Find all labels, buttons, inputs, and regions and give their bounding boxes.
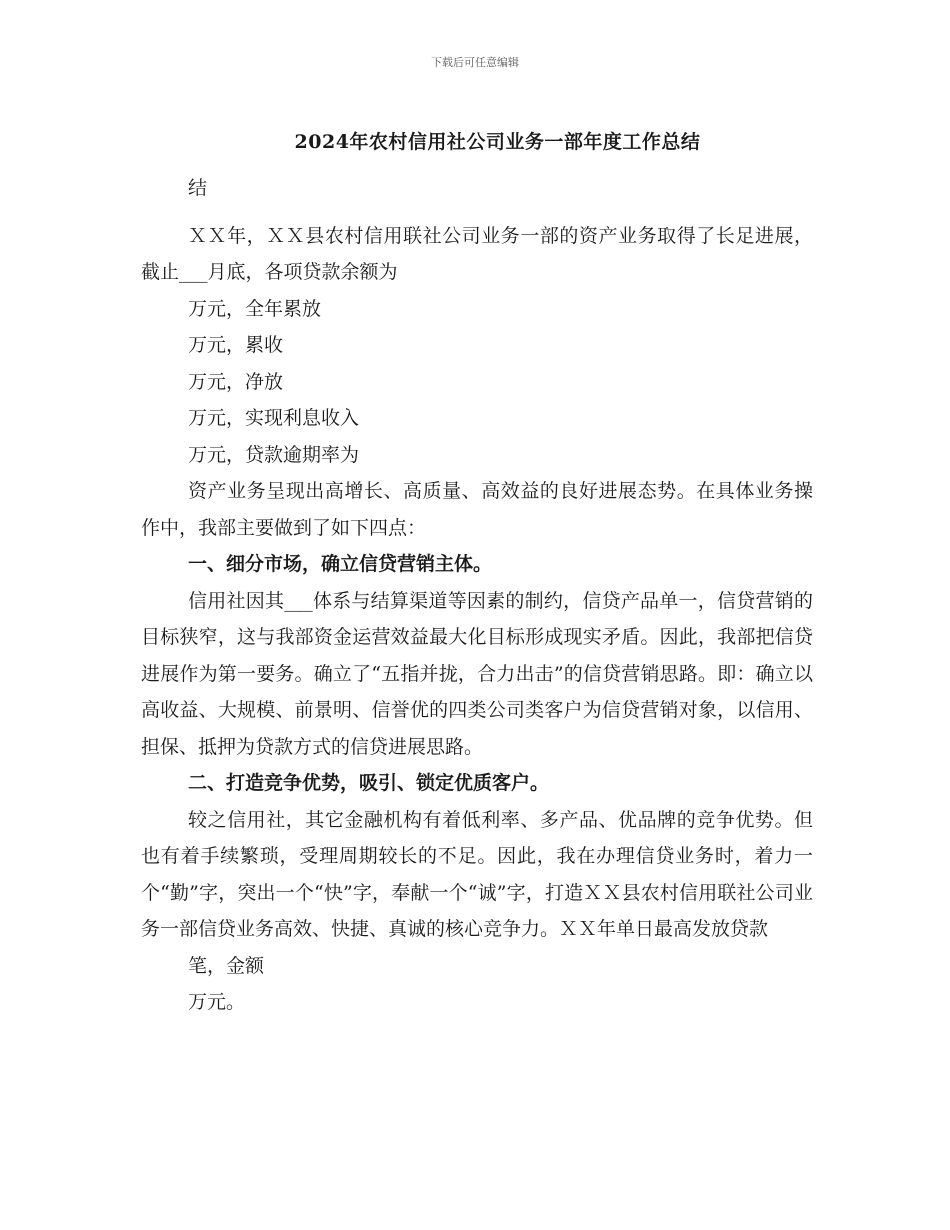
body-paragraph: 较之信用社，其它金融机构有着低利率、多产品、优品牌的竞争优势。但也有着手续繁琐，受理周期较长的不足。因此，我在办理信贷业务时，着力一个“勤”字，突出一个“快”字，奉献一个“诚”字，打造ＸＸ县农村信用联社公司业务一部信贷业务高效、快捷、真诚的核心竞争力。ＸＸ年单日最高发放贷款 xyxy=(141,808,813,940)
section-heading: 二、打造竞争优势，吸引、锁定优质客户。 xyxy=(188,772,550,794)
body-paragraph: 万元，累收 xyxy=(188,334,284,356)
header-note: 下载后可任意编辑 xyxy=(431,56,519,69)
body-paragraph: ＸＸ年，ＸＸ县农村信用联社公司业务一部的资产业务取得了长足进展，截止___月底，各项贷款余额为 xyxy=(141,224,813,283)
body-paragraph: 笔，金额 xyxy=(188,954,265,977)
document-body xyxy=(141,170,813,1021)
section-heading: 一、细分市场，确立信贷营销主体。 xyxy=(188,553,493,575)
body-paragraph: 结 xyxy=(188,177,208,199)
body-paragraph: 万元，实现利息收入 xyxy=(188,407,360,429)
document-title: 2024年农村信用社公司业务一部年度工作总结 xyxy=(294,131,701,153)
body-paragraph: 信用社因其___体系与结算渠道等因素的制约，信贷产品单一，信贷营销的目标狭窄，这与我部资金运营效益最大化目标形成现实矛盾。因此，我部把信贷进展作为第一要务。确立了“五指并拢，合力出击”的信贷营销思路。即：确立以高收益、大规模、前景明、信誉优的四类公司类客户为信贷营销对象，以信用、担保、抵押为贷款方式的信贷进展思路。 xyxy=(141,589,813,758)
body-paragraph: 万元，贷款逾期率为 xyxy=(188,443,360,466)
body-paragraph: 万元。 xyxy=(188,991,246,1013)
body-paragraph: 万元，全年累放 xyxy=(188,297,322,320)
body-paragraph: 万元，净放 xyxy=(188,370,284,393)
body-paragraph: 资产业务呈现出高增长、高质量、高效益的良好进展态势。在具体业务操作中，我部主要做到了如下四点： xyxy=(141,480,813,539)
